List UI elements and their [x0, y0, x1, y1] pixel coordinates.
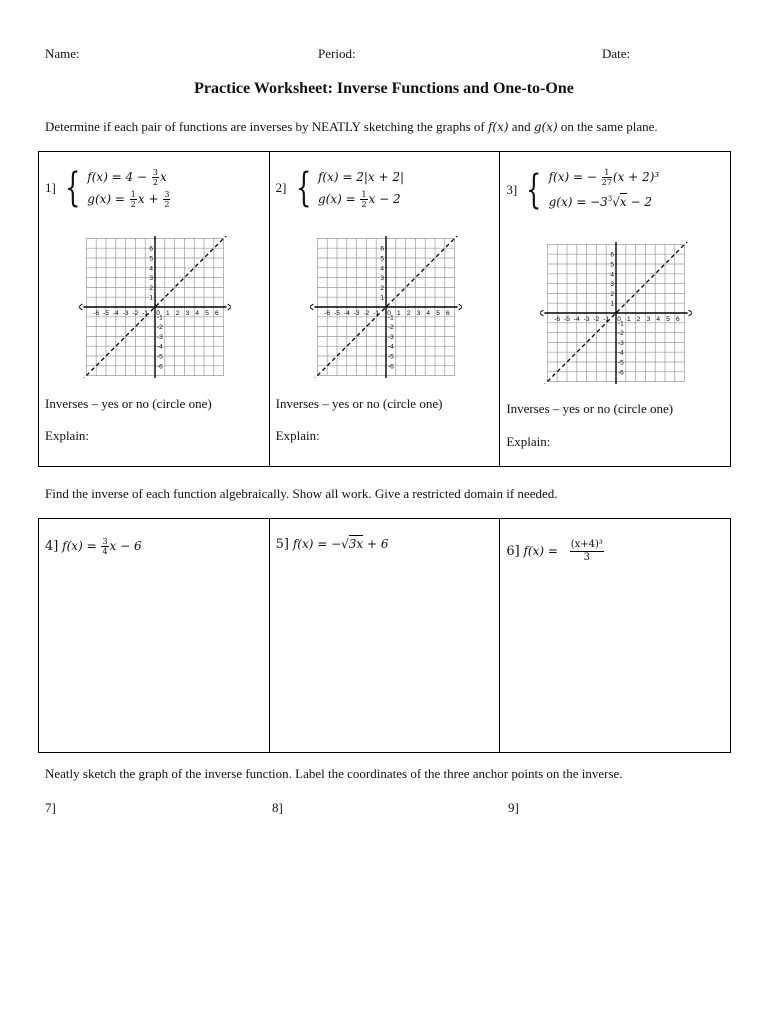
tick-label: -4	[112, 310, 119, 317]
problem-4-expression: 4] f(x) = $\frac{3}{4}$ x − 6	[45, 537, 142, 556]
tick-label: -3	[618, 339, 625, 347]
part1-table	[38, 151, 731, 467]
problem-1-cell	[39, 152, 270, 467]
arrow-left-icon	[79, 304, 82, 310]
tick-label: 1	[610, 300, 615, 308]
tick-label: 1	[380, 294, 384, 302]
problem-3-explain-prompt: Explain:	[506, 434, 551, 449]
problem-3-inverses-prompt: Inverses – yes or no (circle one)	[506, 401, 674, 416]
instructions-part1-suffix: on the same plane.	[560, 119, 658, 134]
tick-label: -3	[353, 310, 360, 317]
problem-2-system	[276, 166, 404, 210]
tick-label: 4	[656, 316, 661, 323]
tick-label: -1	[142, 310, 149, 317]
tick-label: 6	[445, 310, 450, 317]
tick-label: -1	[157, 314, 163, 322]
name-label: Name:	[45, 46, 80, 61]
tick-label: -2	[132, 310, 139, 317]
tick-label: 4	[426, 310, 430, 317]
tick-label: -2	[157, 324, 163, 332]
tick-label: -1	[618, 320, 625, 328]
part2-table	[38, 518, 731, 753]
tick-label: 4	[610, 271, 615, 279]
tick-label: 3	[149, 275, 153, 283]
problem-3-f: f(x) = − $\frac{1}{27}$ (x + 2)³	[548, 168, 660, 187]
tick-label: 4	[195, 310, 200, 317]
problem-6-expression: 6] f(x) = $\frac{\text{(x+4)³}}{3}$	[506, 539, 603, 563]
problem-2-f: f(x) = 2|x + 2|	[317, 170, 405, 184]
tick-label: 3	[610, 281, 615, 289]
problem-3-coordinate-grid[interactable]	[540, 242, 692, 384]
arrow-left-icon	[310, 304, 313, 310]
tick-label: 3	[416, 310, 420, 317]
instructions-and: and	[511, 119, 531, 134]
problem-1-inverses-prompt: Inverses – yes or no (circle one)	[45, 396, 212, 411]
problem-1-coordinate-grid[interactable]	[79, 236, 231, 378]
problem-1-explain-prompt: Explain:	[45, 428, 90, 443]
instructions-g-of-x: g(x)	[533, 120, 558, 134]
instructions-part3: Neatly sketch the graph of the inverse function. Label the coordinates of the three anchor points on the inverse.	[45, 766, 623, 781]
tick-label: -6	[618, 369, 625, 377]
problem-8-number: 8]	[272, 800, 283, 815]
tick-label: -3	[387, 333, 394, 341]
tick-label: 3	[185, 310, 190, 317]
problem-2-coordinate-grid[interactable]	[310, 236, 462, 378]
tick-label: 0	[617, 316, 622, 323]
arrow-left-icon	[540, 310, 543, 316]
tick-label: 1	[165, 310, 170, 317]
tick-label: 5	[610, 261, 615, 269]
period-label: Period:	[318, 46, 356, 61]
tick-label: -6	[323, 310, 330, 317]
instructions-part2: Find the inverse of each function algebraically. Show all work. Give a restricted domain if needed.	[45, 486, 558, 501]
tick-label: 2	[149, 284, 153, 292]
tick-label: 3	[646, 316, 651, 323]
tick-label: -4	[618, 349, 625, 357]
problem-9-number: 9]	[508, 800, 519, 815]
tick-label: 2	[380, 284, 384, 292]
tick-label: 6	[380, 245, 384, 253]
problem-6-cell[interactable]	[500, 519, 731, 753]
tick-label: 6	[610, 251, 615, 259]
tick-label: -6	[387, 363, 394, 371]
brace-icon: {	[526, 166, 542, 213]
arrow-right-icon	[689, 310, 692, 316]
tick-label: 5	[666, 316, 671, 323]
brace-icon: {	[295, 165, 311, 211]
instructions-f-of-x: f(x)	[487, 120, 509, 134]
problem-3-cell	[500, 152, 731, 467]
brace-icon: {	[64, 165, 81, 211]
tick-label: 4	[380, 265, 384, 273]
problem-5-expression: 5] f(x) = −√3x + 6	[275, 537, 389, 552]
problem-3-g: $g(x) = -3^3√x - 2$	[548, 195, 653, 209]
tick-label: 0	[156, 310, 160, 317]
arrow-right-icon	[458, 304, 461, 310]
tick-label: 5	[435, 310, 440, 317]
tick-label: 2	[637, 316, 641, 323]
tick-label: 2	[175, 310, 180, 317]
tick-label: -1	[372, 310, 379, 317]
tick-label: 2	[406, 310, 411, 317]
tick-label: -6	[93, 310, 100, 317]
tick-label: -4	[343, 310, 350, 317]
problem-4-cell[interactable]	[39, 519, 270, 753]
problem-2-number: 2]	[275, 180, 287, 195]
tick-label: 6	[676, 316, 680, 323]
tick-label: 1	[627, 316, 631, 323]
tick-label: -1	[603, 316, 610, 323]
tick-label: -5	[157, 353, 163, 361]
tick-label: -2	[387, 324, 394, 332]
tick-label: -3	[584, 316, 590, 323]
tick-label: -5	[564, 316, 571, 323]
tick-label: -2	[618, 330, 625, 338]
tick-label: 5	[205, 310, 209, 317]
worksheet-title: Practice Worksheet: Inverse Functions and One-to-One	[194, 80, 574, 97]
tick-label: -4	[157, 343, 163, 351]
tick-label: -5	[387, 353, 394, 361]
tick-label: 4	[149, 265, 153, 273]
problem-5-cell[interactable]	[269, 519, 500, 753]
tick-label: -2	[593, 316, 600, 323]
tick-label: 1	[149, 294, 153, 302]
tick-label: -6	[554, 316, 561, 323]
tick-label: 1	[396, 310, 401, 317]
tick-label: -4	[387, 343, 394, 351]
arrow-right-icon	[228, 304, 231, 310]
tick-label: -3	[122, 310, 129, 317]
tick-label: 5	[380, 255, 384, 263]
tick-label: 2	[610, 290, 615, 298]
problem-2-explain-prompt: Explain:	[275, 428, 320, 443]
problem-1-g: g(x) = $\frac{1}{2}$ x + $\frac{3}{2}$	[87, 190, 170, 209]
tick-label: -6	[157, 363, 163, 371]
tick-label: 6	[214, 310, 219, 317]
problem-2-cell	[269, 152, 500, 467]
tick-label: -3	[157, 333, 163, 341]
problem-1-system	[45, 166, 171, 210]
problem-3-system	[506, 166, 659, 213]
tick-label: -5	[618, 359, 625, 367]
tick-label: 3	[380, 275, 384, 283]
tick-label: -4	[574, 316, 581, 323]
instructions-part1-prefix: Determine if each pair of functions are inverses by NEATLY sketching the graphs of	[45, 119, 485, 134]
date-label: Date:	[602, 46, 631, 61]
problem-1-f: f(x) = 4 − $\frac{3}{2}$ x	[87, 168, 167, 187]
tick-label: 6	[149, 245, 153, 253]
problem-2-inverses-prompt: Inverses – yes or no (circle one)	[275, 396, 443, 411]
tick-label: -5	[103, 310, 109, 317]
problem-7-number: 7]	[45, 800, 56, 815]
problem-1-number: 1]	[45, 180, 56, 195]
problem-2-g: g(x) = $\frac{1}{2}$ x − 2	[317, 190, 401, 209]
tick-label: 5	[149, 255, 153, 263]
tick-label: -5	[333, 310, 340, 317]
tick-label: -1	[387, 314, 394, 322]
tick-label: 0	[386, 310, 391, 317]
tick-label: -2	[363, 310, 369, 317]
instructions-part1	[45, 119, 658, 135]
problem-3-number: 3]	[506, 181, 518, 197]
